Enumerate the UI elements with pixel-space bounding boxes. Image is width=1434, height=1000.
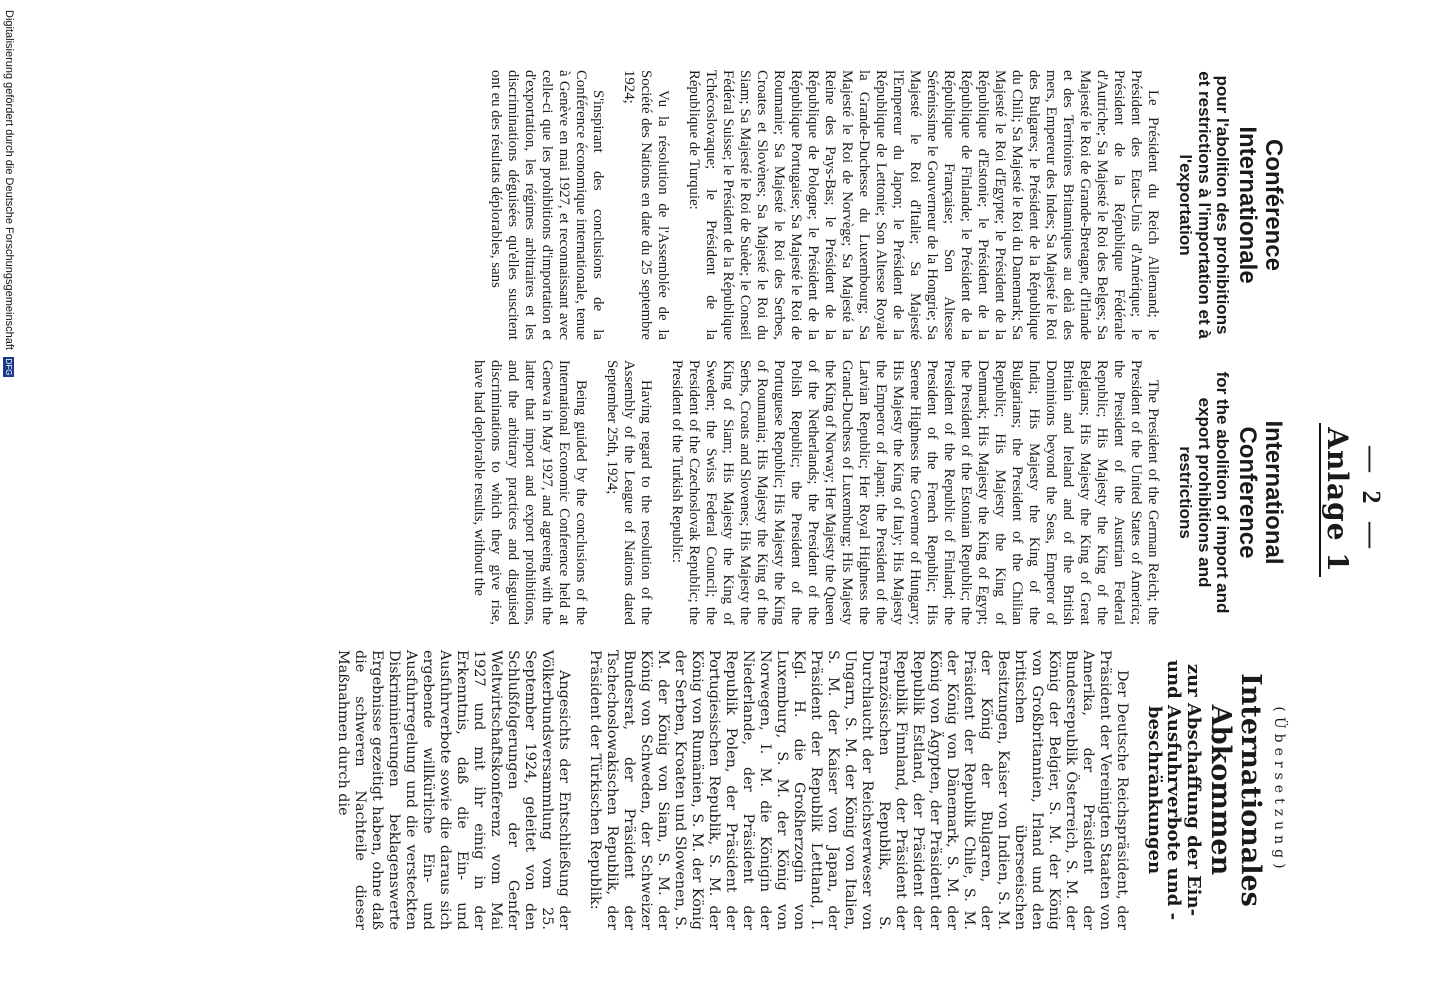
- german-subtitle: zur Abschaffung der Ein- und Ausfuhrverbote und -beschränkungen: [1143, 659, 1205, 921]
- french-paragraph: S'inspirant des conclusions de la Conférence économique internationale, tenue à Genève en mai 1927, et reconnaissant avec celle-ci que les prohibitions d'importation et d'exportation, les régimes arbitraires et les discriminations déguisées qu'elles suscitent ont eu des résultats déplorables, sans: [488, 70, 607, 340]
- german-heading: [1144, 650, 1286, 930]
- english-paragraph: The President of the German Reich; the President of the United States of America; the President of the Austrian Federal Republic; His Majesty the King of the Belgians; His Majesty the King of Great Britain and Ireland and of the British Dominions beyond the Seas, Emperor of India; His Majesty the King of the Bulgarians; the President of the Chilian Republic; His Majesty the King of Denmark; His Majesty the King of Egypt; the President of the Estonian Republic; the President of the Republic of Finland; the President of the French Republic; His Serene Highness the Governor of Hungary; His Majesty the King of Italy; His Majesty the Emperor of Japan; the President of the Latvian Republic; Her Royal Highness the Grand-Duchess of Luxemburg; His Majesty the King of Norway; Her Majesty the Queen of the Netherlands; the President of the Polish Republic; the President of the Portuguese Republic; His Majesty the King of Roumania; His Majesty the King of the Serbs, Croats and Slovenes; His Majesty the King of Siam; His Majesty the King of Sweden; the Swiss Federal Council; the President of the Czechoslovak Republic; the President of the Turkish Republic:: [669, 360, 1162, 625]
- german-paragraph: Der Deutsche Reichspräsident, der Präsident der Vereinigten Staaten von Amerika, der Präsident der Bundesrepublik Österreich, S. M. der König der Belgier, S. M. der König von Großbritannien, Irland und den britischen überseeischen Besitzungen, Kaiser von Indien, S. M. der König der Bulgaren, der Präsident der Republik Chile, S. M. der König von Dänemark, S. M. der König von Ägypten, der Präsident der Republik Estland, der Präsident der Republik Finnland, der Präsident der Französischen Republik, S. Durchlaucht der Reichsverweser von Ungarn, S. M. der König von Italien, S. M. der Kaiser von Japan, der Präsident der Republik Lettland, I. Kgl. H. die Großherzogin von Luxemburg, S. M. der König von Norwegen, I. M. die Königin der Niederlande, der Präsident der Republik Polen, der Präsident der Portugiesischen Republik, S. M. der König von Rumänien, S. M. der König der Serben, Kroaten und Slowenen, S. M. der König von Siam, S. M. der König von Schweden, der Schweizer Bundesrat, der Präsident der Tschechoslowakischen Republik, der Präsident der Türkischen Republik:: [586, 650, 1130, 930]
- translation-note: (Übersetzung): [1271, 706, 1287, 874]
- dfg-logo-icon: DFG: [4, 358, 14, 376]
- digitization-credit: [2, 10, 16, 990]
- english-paragraph: Being guided by the conclusions of the International Economic Conference held at Geneva in May 1927, and agreeing with the latter that import and export prohibitions, and the arbitrary practices and disguised discriminations to which they give rise, have had deplorable results, without the: [471, 360, 590, 625]
- english-column: [470, 360, 1286, 625]
- page-number: — 2 —: [1357, 446, 1386, 554]
- french-paragraph: Le Président du Reich Allemand; le Président des Etats-Unis d'Amérique; le Président de la République Fédérale d'Autriche; Sa Majesté le Roi des Belges; Sa Majesté le Roi de Grande-Bretagne, d'Irlande et des Territoires Britanniques au delà des mers, Empereur des Indes; Sa Majesté le Roi des Bulgares; le Président de la République du Chili; Sa Majesté le Roi du Danemark; Sa Majesté le Roi d'Egypte; le Président de la République d'Estonie; le Président de la République de Finlande; le Président de la République Française; Son Altesse Sérénissime le Gouverneur de la Hongrie; Sa Majesté le Roi d'Italie; Sa Majesté l'Empereur du Japon; le Président de la République de Lettonie; Son Altesse Royale la Grande-Duchesse du Luxembourg; Sa Majesté le Roi de Norvège; Sa Majesté la Reine des Pays-Bas; le Président de la République de Pologne; le Président de la République Portugaise; Sa Majesté le Roi de Roumanie; Sa Majesté le Roi des Serbes, Croates et Slovènes; Sa Majesté le Roi du Siam; Sa Majesté le Roi de Suède; le Conseil Fédéral Suisse; le Président de la République Tchécoslovaque; le Président de la République de Turquie:: [686, 70, 1162, 340]
- english-title: International Conference: [1233, 420, 1287, 565]
- french-title: Conférence Internationale: [1233, 126, 1287, 284]
- french-heading: [1175, 70, 1286, 340]
- french-subtitle: pour l'abolition des prohibitions et restrictions à l'importation et à l'exportation: [1175, 71, 1233, 339]
- german-title: Internationales Abkommen: [1204, 673, 1266, 907]
- french-column: [487, 70, 1286, 340]
- english-paragraph: Having regard to the resolution of the Assembly of the League of Nations dated September 25th, 1924;: [604, 360, 655, 625]
- annex-title: Anlage 1: [1319, 423, 1354, 576]
- german-paragraph: Angesichts der Entschließung der Völkerbundsversammlung vom 25. September 1924, geleitet von den Schlußfolgerungen der Genfer Weltwirtschaftskonferenz vom Mai 1927 und mit ihr einig in der Erkenntnis, daß die Ein- und Ausfuhrverbote sowie die daraus sich ergebende willkürliche Ein- und Ausfuhrregelung und die versteckten Diskriminierungen beklagenswerte Ergebnisse gezeitigt haben, ohne daß die schweren Nachteile dieser Maßnahmen durch die: [334, 650, 572, 930]
- credit-text: Digitalisierung gefördert durch die Deutsche Forschungsgemeinschaft: [3, 10, 15, 350]
- page-header: [1319, 0, 1386, 1000]
- english-subtitle: for the abolition of import and export prohibitions and restrictions: [1175, 371, 1233, 614]
- german-column: [334, 650, 1286, 930]
- english-heading: [1175, 360, 1286, 625]
- french-paragraph: Vu la résolution de l'Assemblée de la Société des Nations en date du 25 septembre 1924;: [621, 70, 672, 340]
